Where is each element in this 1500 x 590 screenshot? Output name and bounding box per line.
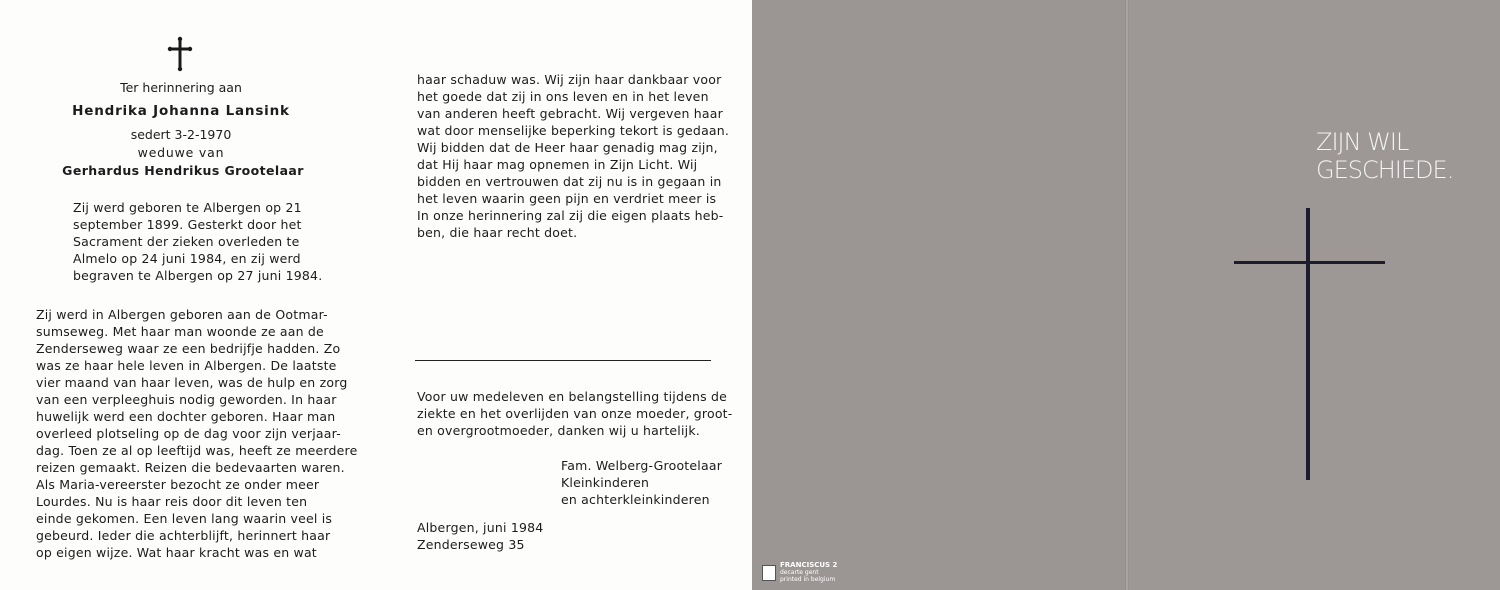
paragraph-line: vier maand van haar leven, was de hulp en zorg xyxy=(36,375,348,390)
cover-title-line: GESCHIEDE. xyxy=(1316,156,1454,184)
divider-line xyxy=(415,360,711,361)
paragraph-line: Als Maria-vereerster bezocht ze onder meer xyxy=(36,477,320,492)
paragraph-line: ziekte en het overlijden van onze moeder, groot- xyxy=(417,406,733,421)
family-signature xyxy=(561,458,731,513)
paragraph-line: Kleinkinderen xyxy=(561,475,650,490)
paragraph-line: en achterkleinkinderen xyxy=(561,492,710,507)
paragraph-line: was ze haar hele leven in Albergen. De laatste xyxy=(36,358,337,373)
paragraph-line: begraven te Albergen op 27 juni 1984. xyxy=(73,268,323,283)
paragraph-line: van een verpleeghuis nodig geworden. In haar xyxy=(36,392,337,407)
paragraph-line: gebeurd. Ieder die achterblijft, herinnert haar xyxy=(36,528,331,543)
imprint-line: printed in belgium xyxy=(780,576,836,583)
paragraph-line: wat door menselijke beperking tekort is gedaan. xyxy=(417,123,730,138)
paragraph-line: ben, die haar recht doet. xyxy=(417,225,578,240)
paragraph-line: sumseweg. Met haar man woonde ze aan de xyxy=(36,324,324,339)
paragraph-line: Lourdes. Nu is haar reis door dit leven ten xyxy=(36,494,308,509)
paragraph-line: bidden en vertrouwen dat zij nu is in gegaan in xyxy=(417,174,722,189)
paragraph-line: en overgrootmoeder, danken wij u hartelijk. xyxy=(417,423,700,438)
thanks-paragraph xyxy=(417,389,733,444)
paragraph-line: dag. Toen ze al op leeftijd was, heeft ze meerdere xyxy=(36,443,358,458)
intro-text: Ter herinnering aan xyxy=(120,80,242,95)
cover-title xyxy=(1316,128,1453,184)
paragraph-line: haar schaduw was. Wij zijn haar dankbaar voor xyxy=(417,72,722,87)
back-cover xyxy=(752,0,1128,590)
birth-paragraph xyxy=(73,200,333,290)
paragraph-line: Voor uw medeleven en belangstelling tijdens de xyxy=(417,389,728,404)
paragraph-line: reizen gemaakt. Reizen die bedevaarten waren. xyxy=(36,460,345,475)
left-page xyxy=(0,0,375,590)
paragraph-line: Albergen, juni 1984 xyxy=(417,520,544,535)
biography-paragraph xyxy=(36,307,358,567)
paragraph-line: einde gekomen. Een leven lang waarin veel is xyxy=(36,511,333,526)
imprint-brand: FRANCISCUS 2 xyxy=(780,561,838,569)
large-cross-icon xyxy=(1230,208,1390,483)
paragraph-line: het goede dat zij in ons leven en in het leven xyxy=(417,89,709,104)
paragraph-line: Fam. Welberg-Grootelaar xyxy=(561,458,723,473)
continued-paragraph xyxy=(417,72,730,247)
paragraph-line: het leven waarin geen pijn en verdriet meer is xyxy=(417,191,717,206)
paragraph-line: overleed plotseling op de dag voor zijn verjaar- xyxy=(36,426,341,441)
paragraph-line: Zij werd geboren te Albergen op 21 xyxy=(73,200,302,215)
paragraph-line: In onze herinnering zal zij die eigen plaats heb- xyxy=(417,208,724,223)
paragraph-line: Zenderseweg 35 xyxy=(417,537,525,552)
middle-page xyxy=(375,0,752,590)
printer-logo-icon xyxy=(762,565,776,581)
imprint-line: decarte gent xyxy=(780,569,819,576)
paragraph-line: Sacrament der zieken overleden te xyxy=(73,234,300,249)
paragraph-line: dat Hij haar mag opnemen in Zijn Licht. Wij xyxy=(417,157,698,172)
cross-icon xyxy=(163,36,197,72)
paragraph-line: van anderen heeft gebracht. Wij vergeven haar xyxy=(417,106,723,121)
since-date: sedert 3-2-1970 xyxy=(130,127,232,142)
address-block xyxy=(417,520,617,560)
cover-title-line: ZIJN WIL xyxy=(1316,128,1409,156)
paragraph-line: Zij werd in Albergen geboren aan de Ootmar- xyxy=(36,307,328,322)
widow-of-text: weduwe van xyxy=(137,145,225,160)
paragraph-line: Almelo op 24 juni 1984, en zij werd xyxy=(73,251,301,266)
imprint-text xyxy=(780,562,837,583)
fold-crease xyxy=(1125,0,1129,590)
paragraph-line: Zenderseweg waar ze een bedrijfje hadden. Zo xyxy=(36,341,341,356)
deceased-name: Hendrika Johanna Lansink xyxy=(72,103,290,119)
husband-name: Gerhardus Hendrikus Grootelaar xyxy=(62,163,304,178)
paragraph-line: huwelijk werd een dochter geboren. Haar man xyxy=(36,409,336,424)
paragraph-line: september 1899. Gesterkt door het xyxy=(73,217,302,232)
paragraph-line: Wij bidden dat de Heer haar genadig mag zijn, xyxy=(417,140,718,155)
paragraph-line: op eigen wijze. Wat haar kracht was en wat xyxy=(36,545,317,560)
